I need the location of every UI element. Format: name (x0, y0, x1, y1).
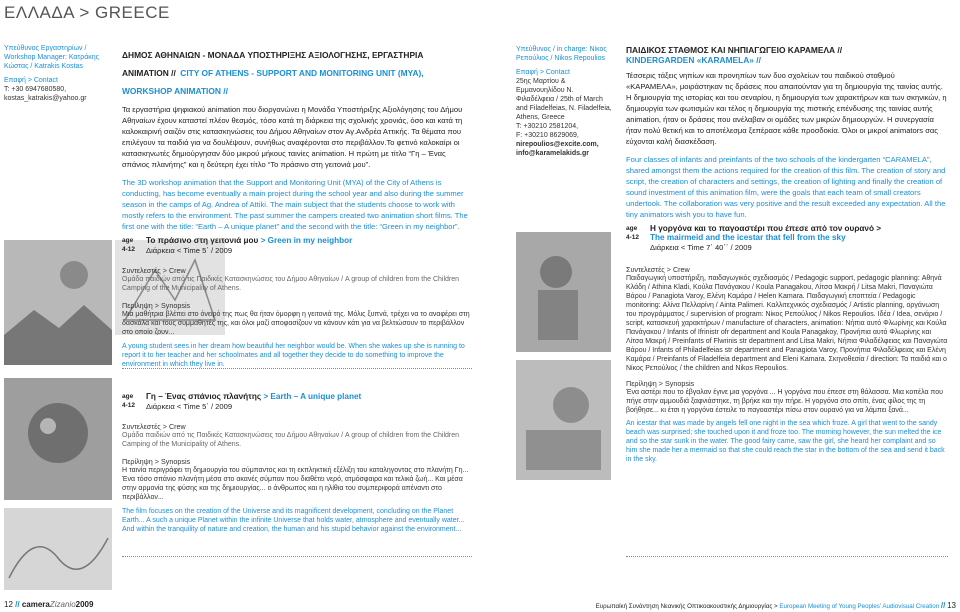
film2-crew-label: Συντελεστές > Crew (122, 422, 186, 431)
film2-still-image (4, 378, 112, 500)
contact-phone: T: +30210 2581204, (516, 123, 579, 130)
film2-duration: Διάρκεια < Time 5΄ / 2009 (146, 402, 233, 411)
footer-event-en: European Meeting of Young Peoples' Audiovisual Creation (779, 603, 940, 610)
footer-left (4, 600, 93, 609)
film1-duration: Διάρκεια < Time 5΄ / 2009 (146, 246, 233, 255)
film1-still-image (4, 240, 112, 365)
film2-synopsis-en: The film focuses on the creation of the Universe and its magnificent development, concluding on the Planet Earth... A such a unique Planet within the infinite Universe that holds water, atmosphere and eventually water... And within the tranquility of nature and creation, the human and his stupid behavior against the environment... (122, 508, 465, 533)
film1-synopsis-en: A young student sees in her dream how beautiful her neighbor would be. When she wakes up she is running to report it to her teacher and her schoolmates and all together they decide to do something to improve the environment in which they live in. (122, 343, 465, 368)
footer-event-gr: Ευρωπαϊκή Συνάντηση Νεανικής Οπτικοακουστικής Δημιουργίας (595, 603, 773, 610)
article2 (626, 45, 948, 220)
film2-synopsis-gr: Η ταινία περιγράφει τη δημιουργία του σύμπαντος και τη εκπληκτική εξέλιξη του καταληγοντας στο πλανήτη Γη... Ένα τόσο σπάνιο πλανήτη μέσα στο ακανές σύμπαν που διαθέτει νερό, ατμόσφαιρα και τελικά ζωή... Και μέσα στην αρμονία της φύσης και της δημιουργίας... ο άνθρωπος και η ηλίθια του συμπεριφορά απέναντι στο περιβάλλον... (122, 467, 469, 501)
left-contact (4, 44, 110, 103)
footer-arrow: > (774, 603, 778, 610)
article1-body-en: The 3D workshop animation that the Support and Monitoring Unit (MYA) of the City of Athens is conducting, has become eventually a main project during the school year and also during the summer season in the camps of Ag. Andrea of Attiki. The main subject that the students choose to work with mostly refers to the environment. The past summer the campers created two animation short films. The first one with the title: “Earth – A unique planet” and the second with the title: “Green in my neighbor”. (122, 178, 468, 231)
article1 (122, 45, 472, 232)
film1-age-box (122, 236, 135, 254)
article2-title-gr: ΠΑΙΔΙΚΟΣ ΣΤΑΘΜΟΣ ΚΑΙ ΝΗΠΙΑΓΩΓΕΙΟ ΚΑΡΑΜΕΛΑ // (626, 45, 843, 55)
contact-email[interactable]: kostas_katrakis@yahoo.gr (4, 95, 87, 102)
contact-label: Επαφή > Contact (516, 69, 570, 76)
kindergarten-photo (516, 232, 611, 352)
divider (626, 556, 948, 557)
article1-title-en: CITY OF ATHENS - SUPPORT AND MONITORING UNIT (MYA), WORKSHOP ANIMATION // (122, 68, 424, 96)
brand-camera: camera (21, 600, 50, 609)
in-charge: Υπεύθυνος / in charge: Νίκος Ρεπούλιος / Nikos Repoulios (516, 46, 607, 62)
film3-title-en: The mairmeid and the icestar that fell from the sky (650, 233, 846, 242)
film1-age: 4-12 (122, 246, 136, 253)
contact-address: 25ης Μαρτίου & Εμμανουηλίδου Ν. Φιλαδέλφεια / 25th of March and Filadelfeias, N. Filadelfeia, Athens, Greece (516, 78, 612, 121)
divider (122, 368, 472, 369)
film2-age-box (122, 392, 135, 410)
film2-sketch-image (4, 508, 112, 590)
divider (122, 556, 472, 557)
film2-title-en: > Earth – A unique planet (263, 392, 362, 401)
film1-crew-text: Ομάδα παιδιών από τις Παιδικές Κατασκηνώσεις του Δήμου Αθηναίων / A group of children from the Children Camping of the Municipality of Athens. (122, 276, 460, 292)
film2-title-gr: Γη – Ένας σπάνιος πλανήτης (146, 392, 262, 401)
article1-body-gr: Τα εργαστήρια ψηφιακού animation που διοργανώνει η Μονάδα Υποστήριξης Αξιολόγησης του Δήμου Αθηναίων έχουν καταστεί πλέον θεσμός, τόσο κατά τη διάρκεια της σχολικής χρονιάς, όσο και κατά τη καλοκαιρινή σαιζόν στις κατασκηνώσεις του Δήμου Αθηναίων στον Αγ.Ανδρέα Αττικής. Τα θέματα που επιλέγουν τα παιδιά για να δουλέψουν, συνήθως αναφέρονται στο περιβάλλον.Το φετινό καλοκαίρι οι κατασκηνωτές δημιούργησαν δύο μικρού μήκους ταινίες animation. Η πρώτη με τίτλο “Γη – Ένας σπάνιος πλανήτης” και η δεύτερη έχει τίτλο “Το πράσινο στη γειτονιά μου”. (122, 105, 463, 169)
contact-phone: T: +30 6947680580, (4, 86, 67, 93)
contact-email[interactable]: nirepoulios@excite.com, (516, 141, 599, 148)
film2-age: 4-12 (122, 402, 136, 409)
contact-email[interactable]: info@karamelakids.gr (516, 150, 589, 157)
article2-title-en: KINDERGARDEN «KARAMELA» // (626, 55, 761, 65)
film1-synopsis-label: Περίληψη > Synopsis (122, 301, 191, 310)
film3-title-gr: Η γοργόνα και το παγοαστέρι που έπεσε από τον ουρανό > (650, 224, 882, 233)
page-number: 13 (947, 601, 956, 610)
film3-duration: Διάρκεια < Time 7΄ 40΄΄ / 2009 (650, 243, 752, 252)
film3-synopsis-gr: Ένα αστέρι που το έβγαλαν έγινε μια γοργόνα ... Η γοργόνα που έπεσε στη θάλασσα. Μια κοπέλα που πήγε στην αμμουδιά ξαφνιάστηκε, τη βρήκε και την πήρε. Η γοργόνα στο σπίτι, ένας φίλος της τη βοήθησε... κι έτσι η γοργόνα έστειλε το παγοαστέρι πίσω στον ουρανό για να λάμπει ξανά... (626, 389, 943, 414)
article1-title-gr: ΔΗΜΟΣ ΑΘΗΝΑΙΩΝ - ΜΟΝΑΔΑ ΥΠΟΣΤΗΡΙΞΗΣ ΑΞΙΟΛΟΓΗΣΗΣ, ΕΡΓΑΣΤΗΡΙΑ ANIMATION // (122, 50, 424, 78)
film1-title-gr: Το πράσινο στη γειτονιά μου (146, 236, 259, 245)
article2-body-en: Four classes of infants and preinfants of the two schools of the kindergarten “CARAMELA”, shared amongst them the actions required for the creation of this film. The creation of story and script, the creation of characters and settings, the creation of lighting and finally the creation of sound investment of this animation film, were the goals that each team of small creators undertook. The collaboration was very positive and the result exceeded any expectation. All the tiny animators wish you to have fun. (626, 155, 946, 219)
film3-synopsis-label: Περίληψη > Synopsis (626, 379, 695, 388)
page-number: 12 (4, 600, 13, 609)
film1-synopsis-gr: Μια μαθήτρια βλέπει στο όνειρό της πως θα ήταν όμορφη η γειτονιά της. Μόλις ξυπνά, τρέχει να το αναφέρει στη δασκάλα και τους συμμαθητές της, και όλοι μαζί αποφασίζουν να κάνουν κάτι για να βελτιώσουν το περιβάλλον στο οποίο ζουν... (122, 311, 470, 336)
footer-separator: // (15, 600, 20, 609)
film3-synopsis-en: An icestar that was made by angels fell one night in the sea which froze. A girl that went to the sandy beach was surprised; she touched upon it and froze too. The morning however, the sun melted the ice and so the star sunk in the water. The good fairy came, saw the girl, she heard her complaint and so him she made her a mermaid so that she could reach the star in the bottom of the sea and send it back in the sky. (626, 420, 945, 463)
film2-age-label: age (122, 393, 134, 400)
film3-age-label: age (626, 225, 638, 232)
film1-age-label: age (122, 237, 134, 244)
article2-body-gr: Τέσσερις τάξεις νηπίων και προνηπίων των δυο σχολείων του παιδικού σταθμού «ΚΑΡΑΜΕΛΑ», μοιράστηκαν τις δράσεις που απαιτούνταν για τη δημιουργία της ταινίας αυτής. Η δημιουργία της ιστορίας και του σεναρίου, η δημιουργία των χαρακτήρων και των σκηνικών, η δημιουργία των φωτισμών και τέλος η δημιουργία της πιστικής επένδυσης της ταινίας αυτής animation, ήταν οι δράσεις που ανέλαβαν οι ομάδες των μικρών δημιουργών. Η συνεργασία ήταν πολύ θετική και το αποτέλεσμα ξεπέρασε κάθε προσδοκία. Όλοι οι μικροί animators σας εύχονται καλή διασκέδαση. (626, 71, 947, 146)
footer-separator: // (940, 601, 946, 610)
brand-year: 2009 (75, 600, 94, 609)
contact-fax: F: +30210 8629069, (516, 132, 579, 139)
workshop-manager: Υπεύθυνος Εργαστηρίων / Workshop Manager: Κατράκης Κώστας / Katrakis Kostas (4, 45, 100, 70)
film3-crew-text: Παιδαγωγική υποστήριξη, παιδαγωγικός σχεδιασμός / Pedagogic support, pedagogic planning: Αθηνά Κλάδη / Athina Kladi, Κούλα Πανάγακου / Koula Panagakou, Λίτσα Μακρή / Litsa Makri, Παναγιώτα Βάρου / Panagiota Varoy, Ελένη Καμάρα / Helen Kamara. Παιδαγωγική εποπτεία / Pedagogic monitoring: Αλίνα Πελλαρίνη / Ainta Palimeri. Καλλιτεχνικός σχεδιασμός / Artistic planning, οργάνωση του προγράμματος / supervision of program: Νίκος Ρεπούλιος / Nikos Repoulios. Ιδέα / Idea, σενάριο / script, κατασκευή χαρακτήρων / manufacture of characters, animation: Νήπια αυτό Φλωρίνης και Κούλα Πανάγακου / Infants of Ifrinistr ofr department and Koula Panagakoy, Προνήπια αυτό Φλωρίνης και Λίτσα Μακρή / Preinfants of Flwrinis str department and Litsa Makri, Νήπια Φιλαδέλφειας και Παναγιώτα Βάρου / Infants of Philadelfeias str department and Panagiota Varoy, Προνήπια Φιλαδέλφειας και Ελένη Καμάρα / Preinfants of Filadelfeia department and Eleni Kamara. Σκηνοθεσία / direction: Τα παιδιά και ο Νίκος Ρεπούλιος / the children and Nikos Repoulios. (626, 275, 948, 372)
film3-crew-label: Συντελεστές > Crew (626, 265, 690, 274)
mid-contact (516, 45, 612, 158)
film1-crew-label: Συντελεστές > Crew (122, 266, 186, 275)
film1-title-en: > Green in my neighbor (260, 236, 353, 245)
film2-crew-text: Ομάδα παιδιών από τις Παιδικές Κατασκηνώσεις του Δήμου Αθηναίων / A group of children from the Children Camping of the Municipality of Athens. (122, 432, 460, 448)
film2-synopsis-label: Περίληψη > Synopsis (122, 457, 191, 466)
film3-age-box (626, 224, 639, 242)
footer-right (560, 601, 956, 610)
contact-label: Επαφή > Contact (4, 77, 58, 84)
film3-age: 4-12 (626, 234, 640, 241)
brand-zizanio: Zizanio (49, 600, 76, 609)
kindergarten-photo (516, 360, 611, 480)
page-title: ΕΛΛΑΔΑ > GREECE (4, 3, 170, 22)
